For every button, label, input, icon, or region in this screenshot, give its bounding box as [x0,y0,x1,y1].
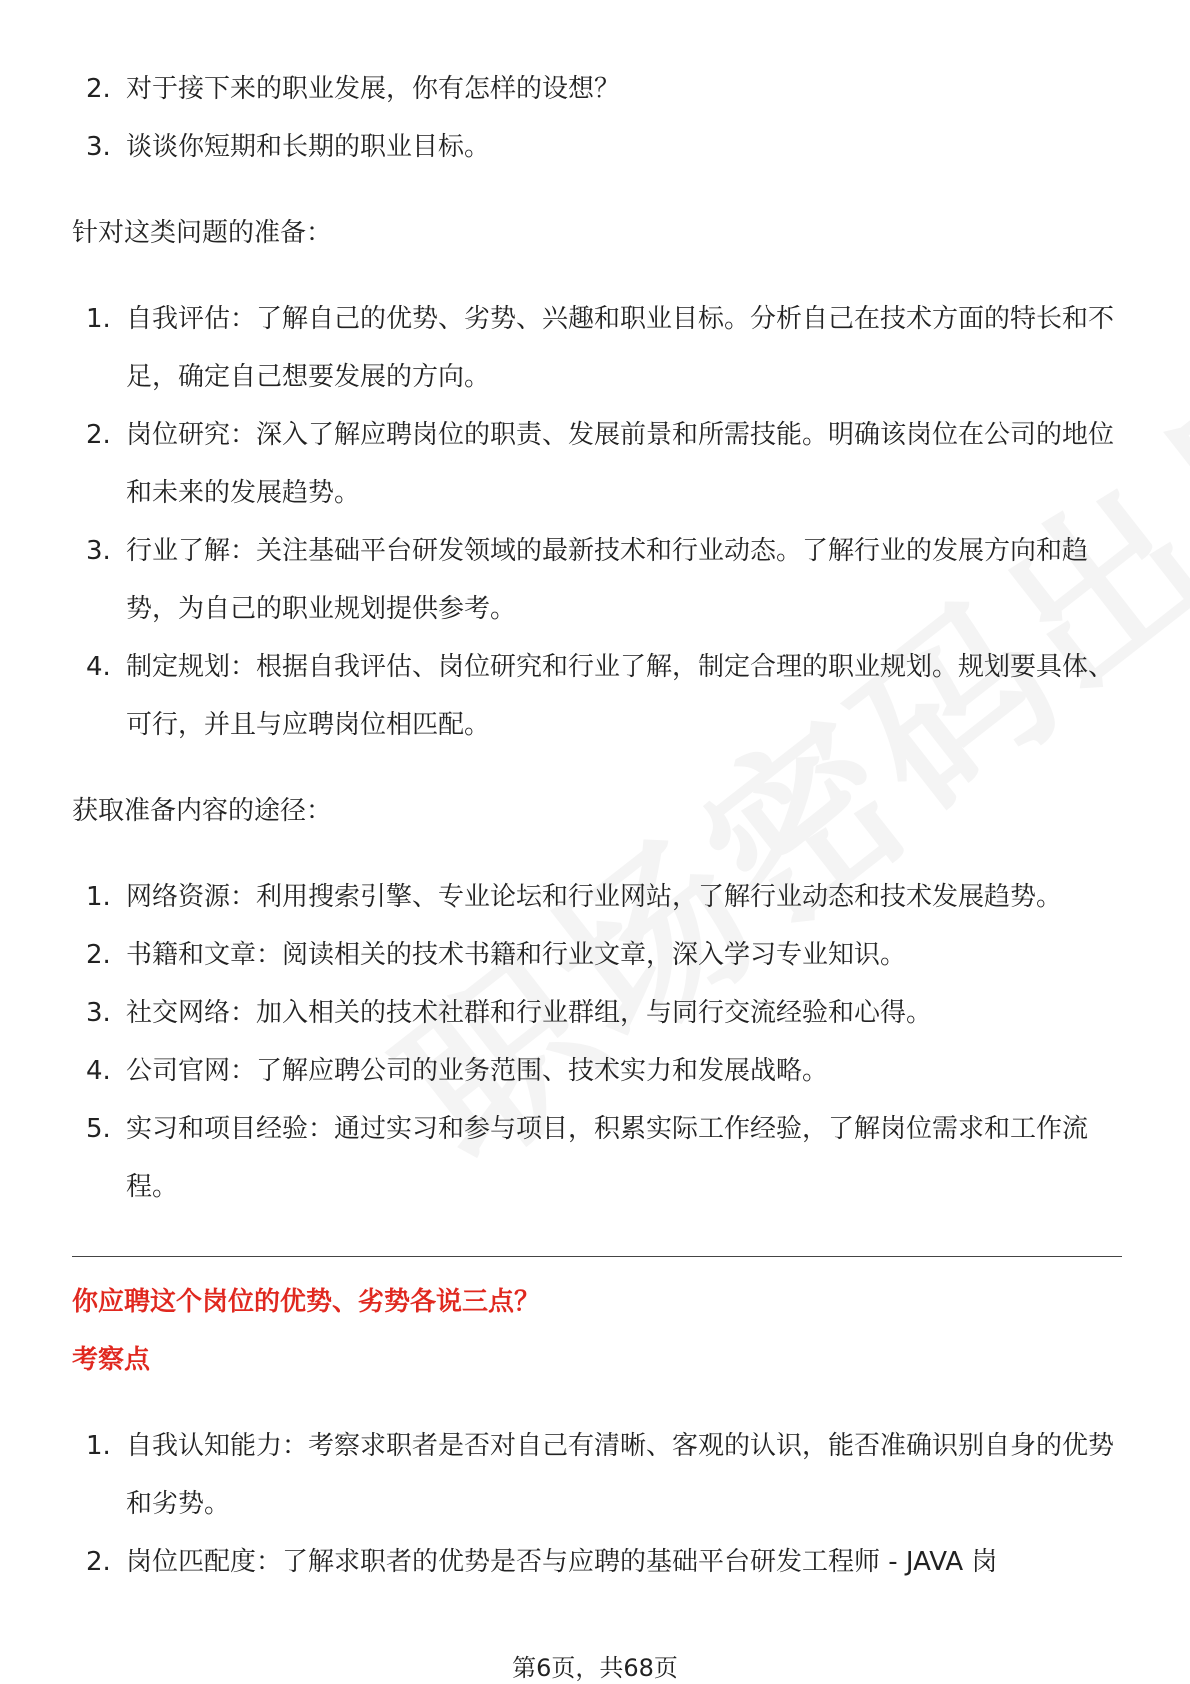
routes-list [72,868,1122,1216]
list-item [72,1100,1122,1216]
page-number-footer: 第6页，共68页 [512,1654,678,1682]
list-number: 4. [86,1056,111,1086]
list-item-text: 网络资源：利用搜索引擎、专业论坛和行业网站，了解行业动态和技术发展趋势。 [126,882,1063,912]
list-number: 1. [86,1431,111,1461]
list-item-text: 实习和项目经验：通过实习和参与项目，积累实际工作经验，了解岗位需求和工作流程。 [126,1114,1089,1202]
list-number: 3. [86,998,111,1028]
list-item [72,522,1122,638]
list-item-text: 制定规划：根据自我评估、岗位研究和行业了解，制定合理的职业规划。规划要具体、可行，并且与应聘岗位相匹配。 [126,652,1115,740]
list-item-text: 谈谈你短期和长期的职业目标。 [126,132,491,162]
preparation-list [72,290,1122,754]
list-item [72,638,1122,754]
list-number: 1. [86,304,111,334]
list-item [72,1417,1122,1533]
list-item-text: 岗位匹配度：了解求职者的优势是否与应聘的基础平台研发工程师 - JAVA 岗 [126,1547,998,1577]
list-number: 2. [86,420,111,450]
question-list-continued [72,60,1122,176]
list-item [72,984,1122,1042]
list-item-text: 对于接下来的职业发展，你有怎样的设想？ [126,74,621,104]
list-number: 2. [86,74,111,104]
list-number: 2. [86,1547,111,1577]
list-number: 3. [86,536,111,566]
exam-points-list [72,1417,1122,1591]
list-item [72,1533,1122,1591]
page-content [72,60,1122,1591]
list-item-text: 自我评估：了解自己的优势、劣势、兴趣和职业目标。分析自己在技术方面的特长和不足，确定自己想要发展的方向。 [126,304,1115,392]
list-item [72,1042,1122,1100]
list-item [72,926,1122,984]
list-number: 3. [86,132,111,162]
preparation-intro: 针对这类问题的准备： [72,218,333,248]
list-item-text: 岗位研究：深入了解应聘岗位的职责、发展前景和所需技能。明确该岗位在公司的地位和未来的发展趋势。 [126,420,1115,508]
list-number: 1. [86,882,111,912]
list-item [72,868,1122,926]
exam-points-heading: 考察点 [72,1345,151,1375]
list-item [72,290,1122,406]
section-divider [72,1256,1122,1257]
list-number: 4. [86,652,111,682]
list-item [72,60,1122,118]
list-number: 5. [86,1114,111,1144]
list-item [72,118,1122,176]
list-item-text: 行业了解：关注基础平台研发领域的最新技术和行业动态。了解行业的发展方向和趋势，为自己的职业规划提供参考。 [126,536,1089,624]
list-item-text: 公司官网：了解应聘公司的业务范围、技术实力和发展战略。 [126,1056,829,1086]
list-number: 2. [86,940,111,970]
list-item-text: 社交网络：加入相关的技术社群和行业群组，与同行交流经验和心得。 [126,998,933,1028]
list-item [72,406,1122,522]
routes-intro: 获取准备内容的途径： [72,796,333,826]
question-title: 你应聘这个岗位的优势、劣势各说三点？ [72,1287,541,1317]
list-item-text: 书籍和文章：阅读相关的技术书籍和行业文章，深入学习专业知识。 [126,940,907,970]
list-item-text: 自我认知能力：考察求职者是否对自己有清晰、客观的认识，能否准确识别自身的优势和劣势。 [126,1431,1115,1519]
